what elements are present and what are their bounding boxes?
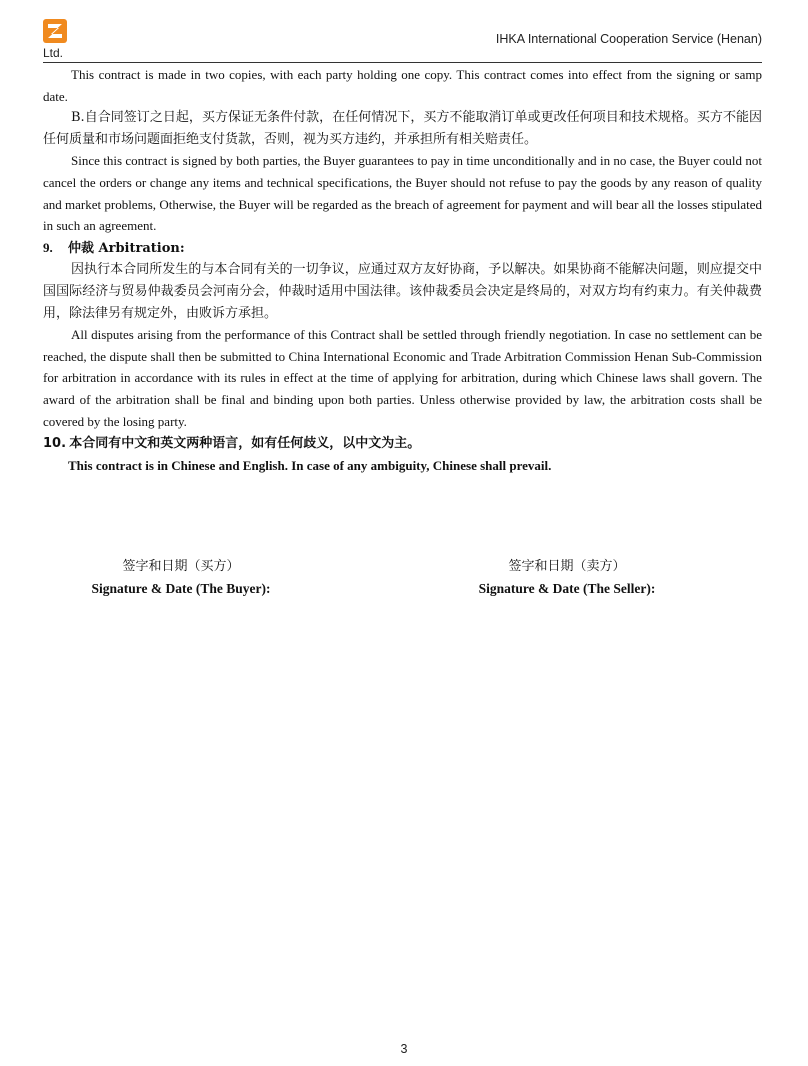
section-9-number: 9. [43,239,53,255]
section-10-number: 10. [43,436,67,452]
buyer-signature-block [86,556,276,600]
seller-signature-block [472,556,662,600]
section-10-heading [43,432,762,455]
seller-signature-en: Signature & Date (The Seller): [478,581,656,596]
logo-caption: Ltd. [43,46,64,60]
buyer-signature-cn: 签字和日期（买方） [122,559,240,574]
company-logo-icon [43,19,67,43]
buyer-signature-en: Signature & Date (The Buyer): [91,581,271,596]
section-10-cn: 本合同有中文和英文两种语言，如有任何歧义，以中文为主。 [69,436,421,452]
paragraph-arbitration-en: All disputes arising from the performance of this Contract shall be settled through friendly negotiation. In case no settlement can be reached, the dispute shall then be submitted to China International Economic and Trade Arbitration Commission Henan Sub-Commission for arbitration in accordance with its rules in effect at the time of applying for arbitration, during which Chinese laws shall govern. The award of the arbitration shall be final and binding upon both parties. Unless otherwise provided by law, the arbitration costs shall be covered by the losing party. [43,327,762,429]
paragraph-payment-en: Since this contract is signed by both parties, the Buyer guarantees to pay in time unconditionally and in no case, the Buyer could not cancel the orders or change any items and technical specifications, the Buyer should not refuse to pay the goods by any reason of quality and market problems, Otherwise, the Buyer will be regarded as the breach of agreement for payment and will bear all the losses stipulated in such an agreement. [43,153,762,234]
header-divider [43,62,762,63]
contract-body [43,64,762,476]
seller-signature-cn: 签字和日期（卖方） [508,559,626,574]
section-9-heading [43,237,762,260]
company-name: IHKA International Cooperation Service (Henan) [495,32,762,46]
section-9-title: 仲裁 Arbitration: [68,240,185,256]
paragraph-arbitration-cn: 因执行本合同所发生的与本合同有关的一切争议，应通过双方友好协商，予以解决。如果协商不能解决问题，则应提交中国国际经济与贸易仲裁委员会河南分会，仲裁时适用中国法律。该仲裁委员会决定是终局的，对双方均有约束力。有关仲裁费用，除法律另有规定外，由败诉方承担。 [43,262,762,321]
paragraph-copies: This contract is made in two copies, with each party holding one copy. This contract comes into effect from the signing or samp date. [43,67,762,104]
paragraph-payment-cn: B.自合同签订之日起，买方保证无条件付款，在任何情况下，买方不能取消订单或更改任何项目和技术规格。买方不能因任何质量和市场问题面拒绝支付货款，否则，视为买方违约，并承担所有相关赔责任。 [43,110,762,147]
section-10-en: This contract is in Chinese and English. In case of any ambiguity, Chinese shall prevail. [68,457,552,473]
page-number: 3 [400,1042,408,1056]
